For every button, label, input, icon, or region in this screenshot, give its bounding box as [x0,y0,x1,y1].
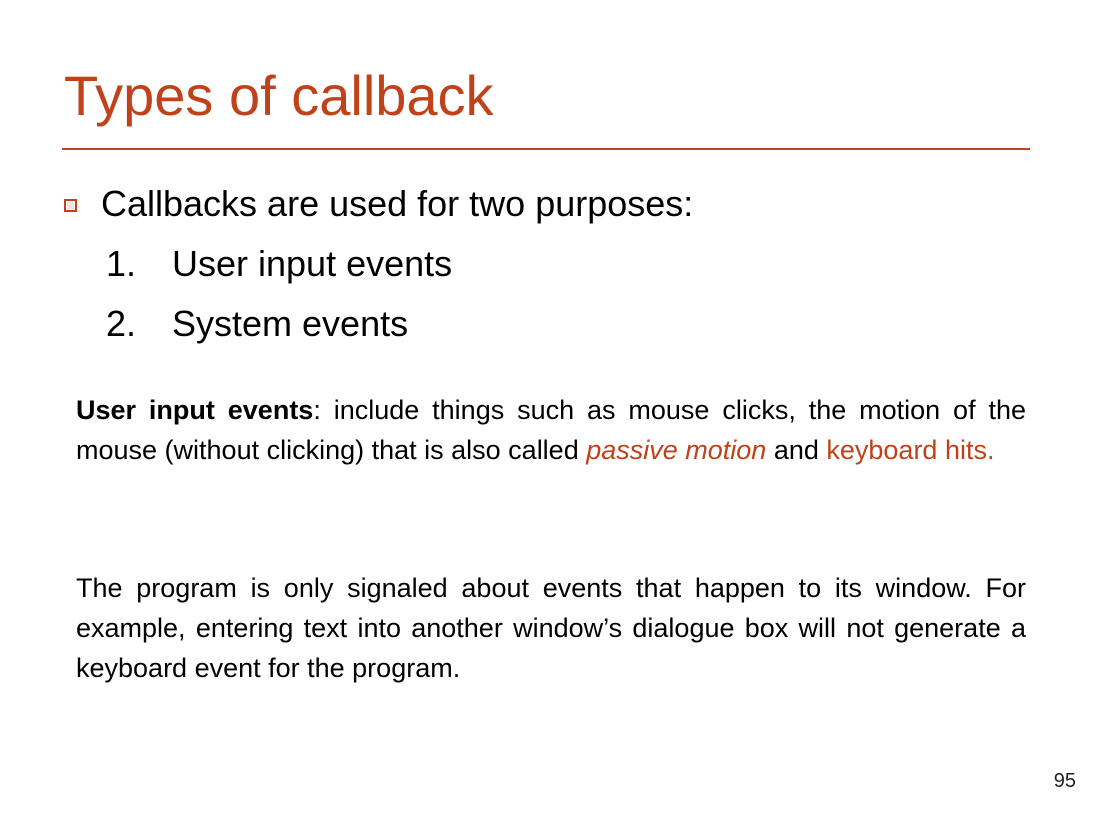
page-title: Types of callback [64,64,494,127]
numbered-item [106,298,408,350]
square-bullet-icon [64,199,77,212]
paragraph-text: and [766,435,827,465]
item-text: User input events [172,243,453,284]
window-events-paragraph: The program is only signaled about events that happen to its window. For example, entering text into another window’s dialogue box will not generate a keyboard event for the program. [76,573,1026,683]
bullet-text: Callbacks are used for two purposes: [101,183,694,224]
user-input-events-paragraph [76,390,1026,470]
keyboard-hits-highlight: keyboard hits. [826,435,995,465]
passive-motion-highlight: passive motion [586,435,767,465]
item-number: 2. [106,303,137,344]
page-number: 95 [1053,770,1076,792]
paragraph-text: : include things such as mouse clicks, the motion of the mouse (without clicking) that is also called [76,395,1026,465]
title-divider [62,148,1030,150]
paragraph-lead: User input events [76,395,314,425]
numbered-item [106,238,452,290]
item-number: 1. [106,243,137,284]
item-text: System events [172,303,409,344]
bullet-item [64,178,693,230]
